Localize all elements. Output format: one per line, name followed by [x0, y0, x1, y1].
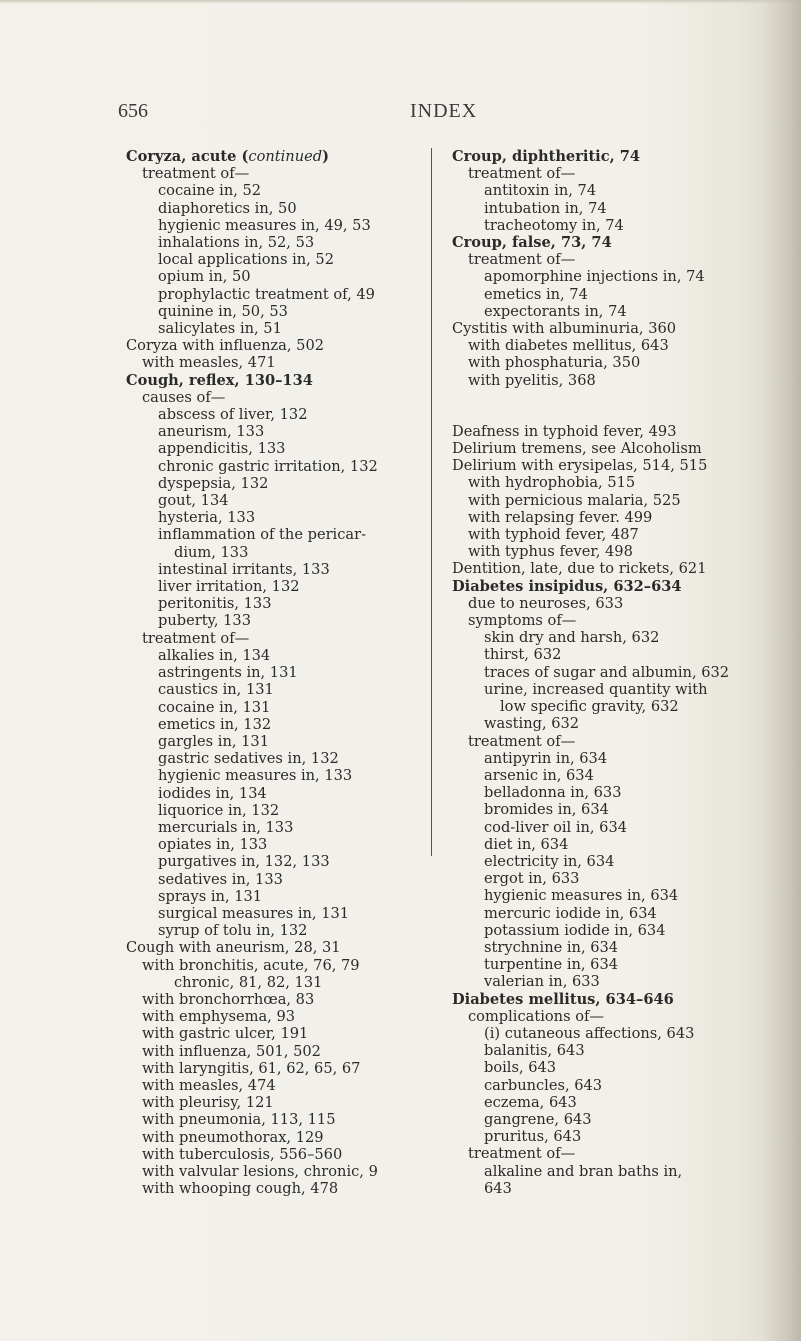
index-entry: aneurism, 133 — [158, 423, 265, 441]
index-entry: hygienic measures in, 634 — [484, 887, 679, 905]
index-column-right — [452, 148, 777, 1197]
index-entry: alkalies in, 134 — [158, 646, 271, 664]
index-entry: Cough, reflex, 130–134 — [126, 371, 313, 389]
index-entry: astringents in, 131 — [158, 664, 298, 682]
index-entry: liquorice in, 132 — [158, 801, 280, 819]
index-entry: cod-liver oil in, 634 — [484, 818, 628, 836]
index-entry: with bronchitis, acute, 76, 79 — [142, 956, 360, 974]
index-entry: Croup, diphtheritic, 74 — [452, 148, 641, 165]
index-entry: complications of— — [468, 1007, 604, 1025]
index-entry: hygienic measures in, 133 — [158, 767, 353, 785]
index-entry: balanitis, 643 — [484, 1042, 585, 1060]
index-entry: with pneumonia, 113, 115 — [142, 1111, 336, 1129]
index-entry: peritonitis, 133 — [158, 595, 272, 613]
index-entry: low specific gravity, 632 — [500, 698, 679, 716]
index-entry: bromides in, 634 — [484, 801, 609, 819]
index-entry: emetics in, 74 — [484, 285, 588, 303]
index-entry: syrup of tolu in, 132 — [158, 922, 308, 940]
page-top-shadow — [0, 0, 801, 4]
index-entry: opiates in, 133 — [158, 836, 268, 854]
index-entry: belladonna in, 633 — [484, 784, 622, 802]
index-entry: with laryngitis, 61, 62, 65, 67 — [142, 1059, 361, 1077]
index-entry: expectorants in, 74 — [484, 302, 627, 320]
index-entry: hysteria, 133 — [158, 509, 256, 527]
index-entry: with pyelitis, 368 — [468, 371, 596, 389]
index-entry: treatment of— — [468, 732, 576, 750]
index-entry: Dentition, late, due to rickets, 621 — [452, 560, 707, 578]
index-entry: Diabetes insipidus, 632–634 — [452, 577, 682, 595]
index-entry: with valvular lesions, chronic, 9 — [142, 1162, 378, 1180]
index-entry: cocaine in, 131 — [158, 698, 271, 716]
index-entry: salicylates in, 51 — [158, 320, 282, 338]
index-entry: inflammation of the pericar- — [158, 526, 367, 544]
index-entry: with measles, 474 — [142, 1076, 276, 1094]
index-entry: electricity in, 634 — [484, 852, 615, 870]
index-entry: Coryza with influenza, 502 — [126, 337, 325, 355]
index-entry: with whooping cough, 478 — [142, 1180, 339, 1198]
index-entry: gangrene, 643 — [484, 1110, 592, 1128]
index-entry: with relapsing fever. 499 — [468, 508, 653, 526]
index-entry: with tuberculosis, 556–560 — [142, 1145, 343, 1163]
index-entry: pruritus, 643 — [484, 1128, 582, 1146]
index-entry: iodides in, 134 — [158, 784, 267, 802]
index-entry: gargles in, 131 — [158, 732, 269, 750]
index-entry: with measles, 471 — [142, 354, 276, 372]
index-entry: apomorphine injections in, 74 — [484, 268, 705, 286]
index-entry: intubation in, 74 — [484, 199, 607, 217]
index-entry: Cough with aneurism, 28, 31 — [126, 939, 341, 957]
page-title: INDEX — [410, 100, 478, 122]
index-entry: Coryza, acute (continued) — [126, 148, 329, 165]
index-entry: chronic, 81, 82, 131 — [174, 973, 323, 991]
index-entry: Cystitis with albuminuria, 360 — [452, 320, 677, 338]
index-entry: intestinal irritants, 133 — [158, 560, 330, 578]
index-entry: antitoxin in, 74 — [484, 182, 597, 200]
index-entry: with pleurisy, 121 — [142, 1094, 274, 1112]
index-entry: treatment of— — [468, 251, 576, 269]
index-entry: treatment of— — [468, 1145, 576, 1163]
index-entry: arsenic in, 634 — [484, 766, 594, 784]
index-entry: skin dry and harsh, 632 — [484, 629, 660, 647]
index-entry: caustics in, 131 — [158, 681, 274, 699]
index-entry: dyspepsia, 132 — [158, 474, 269, 492]
index-entry: turpentine in, 634 — [484, 956, 619, 974]
index-entry: urine, increased quantity with — [484, 680, 708, 698]
index-entry: gastric sedatives in, 132 — [158, 750, 339, 768]
index-entry: symptoms of— — [468, 612, 577, 630]
page-number: 656 — [118, 100, 148, 122]
index-entry: emetics in, 132 — [158, 715, 272, 733]
index-entry: prophylactic treatment of, 49 — [158, 285, 375, 303]
index-entry: gout, 134 — [158, 492, 229, 510]
index-entry: (i) cutaneous affections, 643 — [484, 1024, 695, 1042]
continued-label: continued — [248, 148, 323, 165]
index-entry: quinine in, 50, 53 — [158, 302, 288, 320]
index-entry-heading: Coryza, acute — [126, 148, 237, 165]
index-entry: with pernicious malaria, 525 — [468, 491, 681, 509]
index-entry: abscess of liver, 132 — [158, 406, 308, 424]
index-entry: antipyrin in, 634 — [484, 749, 608, 767]
index-entry: with phosphaturia, 350 — [468, 354, 641, 372]
index-entry: liver irritation, 132 — [158, 578, 300, 596]
index-entry: diaphoretics in, 50 — [158, 199, 297, 217]
index-entry: inhalations in, 52, 53 — [158, 234, 315, 252]
section-gap — [452, 389, 777, 423]
index-entry: opium in, 50 — [158, 268, 251, 286]
index-entry: treatment of— — [142, 629, 250, 647]
index-entry: tracheotomy in, 74 — [484, 216, 624, 234]
index-entry: alkaline and bran baths in, — [484, 1162, 683, 1180]
index-entry: potassium iodide in, 634 — [484, 921, 666, 939]
index-entry: with typhoid fever, 487 — [468, 526, 639, 544]
index-entry: appendicitis, 133 — [158, 440, 286, 458]
index-entry: strychnine in, 634 — [484, 938, 619, 956]
index-entry: traces of sugar and albumin, 632 — [484, 663, 730, 681]
index-entry: hygienic measures in, 49, 53 — [158, 216, 371, 234]
index-entry: Delirium with erysipelas, 514, 515 — [452, 457, 708, 475]
index-entry: 643 — [484, 1179, 512, 1197]
index-entry: with typhus fever, 498 — [468, 543, 633, 561]
index-entry: purgatives in, 132, 133 — [158, 853, 330, 871]
index-entry: diet in, 634 — [484, 835, 569, 853]
column-divider — [431, 148, 432, 856]
index-entry: carbuncles, 643 — [484, 1076, 603, 1094]
index-entry: with gastric ulcer, 191 — [142, 1025, 309, 1043]
index-entry: Deafness in typhoid fever, 493 — [452, 422, 677, 440]
index-entry: sedatives in, 133 — [158, 870, 283, 888]
index-entry: wasting, 632 — [484, 715, 580, 733]
index-entry: chronic gastric irritation, 132 — [158, 457, 378, 475]
index-entry: mercuric iodide in, 634 — [484, 904, 657, 922]
index-entry: thirst, 632 — [484, 646, 562, 664]
index-entry: cocaine in, 52 — [158, 182, 262, 200]
index-entry: Croup, false, 73, 74 — [452, 234, 612, 252]
index-entry: local applications in, 52 — [158, 251, 334, 269]
index-entry: with emphysema, 93 — [142, 1008, 296, 1026]
index-entry: dium, 133 — [174, 543, 249, 561]
index-entry: eczema, 643 — [484, 1093, 577, 1111]
index-entry: with bronchorrhœa, 83 — [142, 990, 315, 1008]
index-column-left — [126, 148, 426, 1197]
index-entry: puberty, 133 — [158, 612, 251, 630]
index-entry: with influenza, 501, 502 — [142, 1042, 321, 1060]
index-entry: Delirium tremens, see Alcoholism — [452, 440, 702, 458]
index-entry: with pneumothorax, 129 — [142, 1128, 324, 1146]
index-entry: due to neuroses, 633 — [468, 594, 624, 612]
index-entry: surgical measures in, 131 — [158, 904, 350, 922]
index-entry: ergot in, 633 — [484, 870, 580, 888]
running-header — [0, 100, 801, 130]
index-entry: causes of— — [142, 388, 226, 406]
index-entry: mercurials in, 133 — [158, 818, 294, 836]
index-entry: boils, 643 — [484, 1059, 557, 1077]
index-entry: treatment of— — [142, 165, 250, 183]
index-entry: sprays in, 131 — [158, 887, 263, 905]
index-entry: treatment of— — [468, 165, 576, 183]
index-entry: with diabetes mellitus, 643 — [468, 337, 669, 355]
index-entry: with hydrophobia, 515 — [468, 474, 636, 492]
index-entry: valerian in, 633 — [484, 973, 600, 991]
index-entry: Diabetes mellitus, 634–646 — [452, 990, 674, 1008]
